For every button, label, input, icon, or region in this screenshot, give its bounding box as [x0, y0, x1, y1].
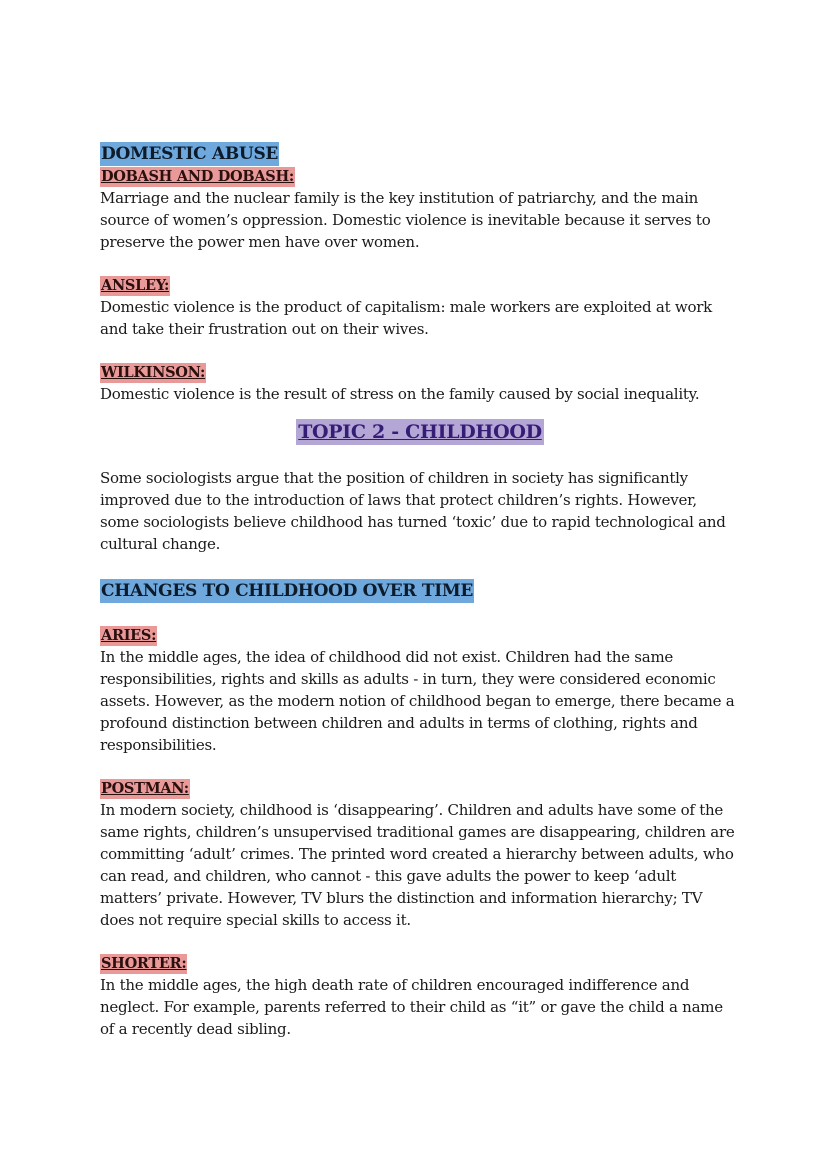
- topic-intro: Some sociologists argue that the position of children in society has significantly improved due to the introduction of laws that protect children’s rights. However, some sociologists believe childhood has turned ‘toxic’ due to rapid technological and cultural change.: [100, 469, 726, 553]
- entry-ansley: [100, 275, 740, 340]
- entry-text: Domestic violence is the result of stress on the family caused by social inequality.: [100, 385, 700, 403]
- domestic-abuse-section: [100, 142, 740, 405]
- document-page: [100, 142, 740, 1040]
- topic-title-wrap: [100, 419, 740, 445]
- entry-text: In modern society, childhood is ‘disappearing’. Children and adults have some of the same rights, children’s unsupervised traditional games are disappearing, children are committing ‘adult’ crimes. The printed word created a hierarchy between adults, who can read, and children, who cannot - this gave adults the power to keep ‘adult matters’ private. However, TV blurs the distinction and information hierarchy; TV does not require special skills to access it.: [100, 801, 735, 929]
- changes-section: [100, 579, 740, 1040]
- entry-shorter: [100, 953, 740, 1040]
- entry-wilkinson: [100, 362, 740, 405]
- entry-aries: [100, 625, 740, 756]
- entry-text: In the middle ages, the idea of childhood did not exist. Children had the same responsibilities, rights and skills as adults - in turn, they were considered economic assets. However, as the modern notion of childhood began to emerge, there became a profound distinction between children and adults in terms of clothing, rights and responsibilities.: [100, 648, 735, 754]
- entry-postman: [100, 778, 740, 931]
- topic-title: TOPIC 2 - CHILDHOOD: [298, 421, 542, 443]
- sociologist-label: WILKINSON:: [101, 364, 206, 381]
- entry-text: In the middle ages, the high death rate of children encouraged indifference and neglect. For example, parents referred to their child as “it” or gave the child a name of a recently dead sibling.: [100, 976, 723, 1038]
- entry-text: Marriage and the nuclear family is the key institution of patriarchy, and the main source of women’s oppression. Domestic violence is inevitable because it serves to preserve the power men have over women.: [100, 189, 711, 251]
- entry-dobash: [100, 166, 740, 253]
- sociologist-label: SHORTER:: [101, 955, 187, 972]
- sociologist-label: ARIES:: [101, 627, 157, 644]
- sociologist-label: POSTMAN:: [101, 780, 189, 797]
- section-heading-changes: CHANGES TO CHILDHOOD OVER TIME: [101, 581, 474, 601]
- sociologist-label: ANSLEY:: [101, 277, 170, 294]
- section-heading-domestic-abuse: DOMESTIC ABUSE: [101, 144, 279, 164]
- sociologist-label: DOBASH AND DOBASH:: [101, 168, 294, 185]
- entry-text: Domestic violence is the product of capitalism: male workers are exploited at work and take their frustration out on their wives.: [100, 298, 713, 338]
